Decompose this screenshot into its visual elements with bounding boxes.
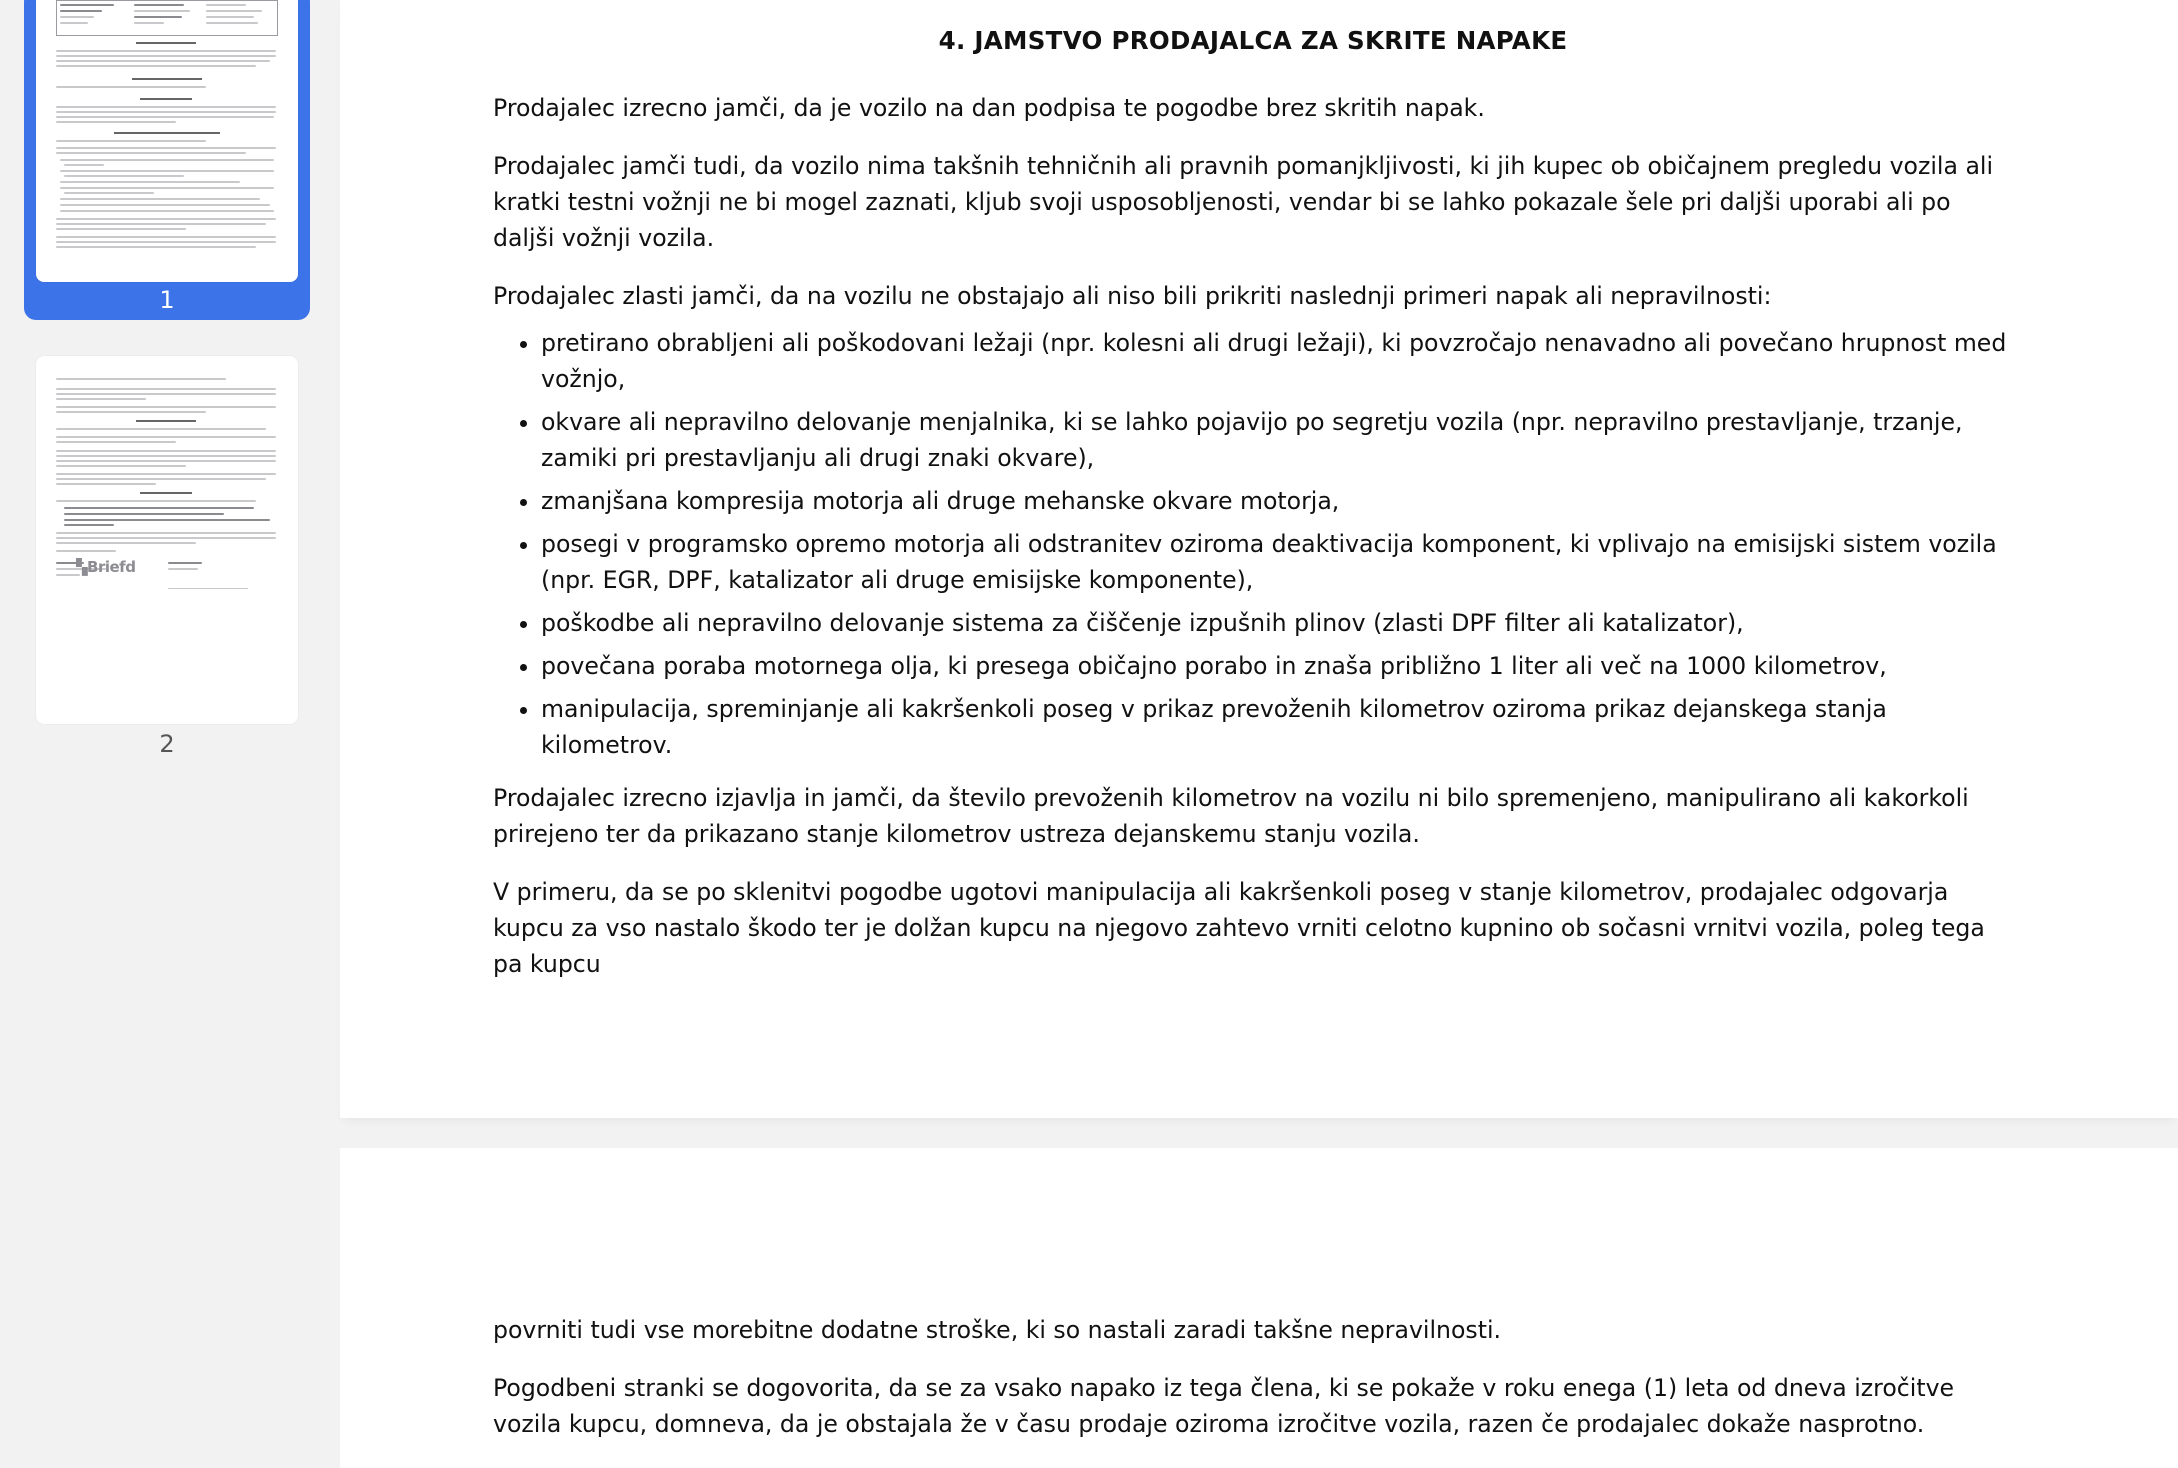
page-2-text bbox=[493, 1312, 2013, 1442]
paragraph: Prodajalec izrecno jamči, da je vozilo na dan podpisa te pogodbe brez skritih napak. bbox=[493, 94, 1485, 122]
paragraph: povrniti tudi vse morebitne dodatne stroške, ki so nastali zaradi takšne nepravilnosti. bbox=[493, 1316, 1501, 1344]
list-item: • okvare ali nepravilno delovanje menjalnika, ki se lahko pojavijo po segretju vozila (npr. nepravilno prestavljanje, trzanje, zamiki pri prestavljanju ali drugi znaki okvare), bbox=[541, 404, 2013, 476]
page-thumbnail-2[interactable] bbox=[36, 356, 298, 724]
paragraph: V primeru, da se po sklenitvi pogodbe ugotovi manipulacija ali kakršenkoli poseg v stanje kilometrov, prodajalec odgovarja kupcu za vso nastalo škodo ter je dolžan kupcu na njegovo zahtevo vrniti celotno kupnino ob sočasni vrnitvi vozila, poleg tega pa kupcu bbox=[493, 878, 1985, 978]
paragraph: Prodajalec zlasti jamči, da na vozilu ne obstajajo ali niso bili prikriti naslednji primeri napak ali nepravilnosti: bbox=[493, 282, 1772, 310]
list-item: • posegi v programsko opremo motorja ali odstranitev oziroma deaktivacija komponent, ki vplivajo na emisijski sistem vozila (npr. EGR, DPF, katalizator ali druge emisijske komponente), bbox=[541, 526, 2013, 598]
list-item: • povečana poraba motornega olja, ki presega običajno porabo in znaša približno 1 liter ali več na 1000 kilometrov, bbox=[541, 648, 2013, 684]
paragraph: Prodajalec izrecno izjavlja in jamči, da število prevoženih kilometrov na vozilu ni bilo spremenjeno, manipulirano ali kakorkoli prirejeno ter da prikazano stanje kilometrov ustreza dejanskemu stanju vozila. bbox=[493, 784, 1969, 848]
document-page-1 bbox=[340, 0, 2178, 1118]
stamp-logo-image: ▚Briefd bbox=[76, 558, 136, 576]
document-viewer[interactable] bbox=[340, 0, 2178, 1458]
page-thumbnail-1[interactable] bbox=[36, 0, 298, 282]
paragraph: Pogodbeni stranki se dogovorita, da se za vsako napako iz tega člena, ki se pokaže v roku enega (1) leta od dneva izročitve vozila kupcu, domneva, da je obstajala že v času prodaje oziroma izročitve vozila, razen če prodajalec dokaže nasprotno. bbox=[493, 1374, 1955, 1438]
list-item: • manipulacija, spreminjanje ali kakršenkoli poseg v prikaz prevoženih kilometrov oziroma prikaz dejanskega stanja kilometrov. bbox=[541, 691, 2013, 763]
thumbnail-page-number: 1 bbox=[159, 286, 175, 314]
document-page-2 bbox=[340, 1148, 2178, 1468]
page-1-text bbox=[493, 90, 2013, 982]
list-item: • zmanjšana kompresija motorja ali druge mehanske okvare motorja, bbox=[541, 483, 2013, 519]
thumbnail-page-number: 2 bbox=[159, 730, 175, 758]
section-heading: 4. JAMSTVO PRODAJALCA ZA SKRITE NAPAKE bbox=[938, 26, 1568, 55]
defect-list bbox=[493, 325, 2013, 763]
paragraph: Prodajalec jamči tudi, da vozilo nima takšnih tehničnih ali pravnih pomanjkljivosti, ki jih kupec ob običajnem pregledu vozila ali kratki testni vožnji ne bi mogel zaznati, kljub svoji usposobljenosti, vendar bi se lahko pokazale šele pri daljši uporabi ali po daljši vožnji vozila. bbox=[493, 152, 1994, 252]
list-item: • poškodbe ali nepravilno delovanje sistema za čiščenje izpušnih plinov (zlasti DPF filter ali katalizator), bbox=[541, 605, 2013, 641]
thumbnail-sidebar bbox=[0, 0, 340, 1458]
list-item: • pretirano obrabljeni ali poškodovani ležaji (npr. kolesni ali drugi ležaji), ki povzročajo nenavadno ali povečano hrupnost med vožnjo, bbox=[541, 325, 2013, 397]
